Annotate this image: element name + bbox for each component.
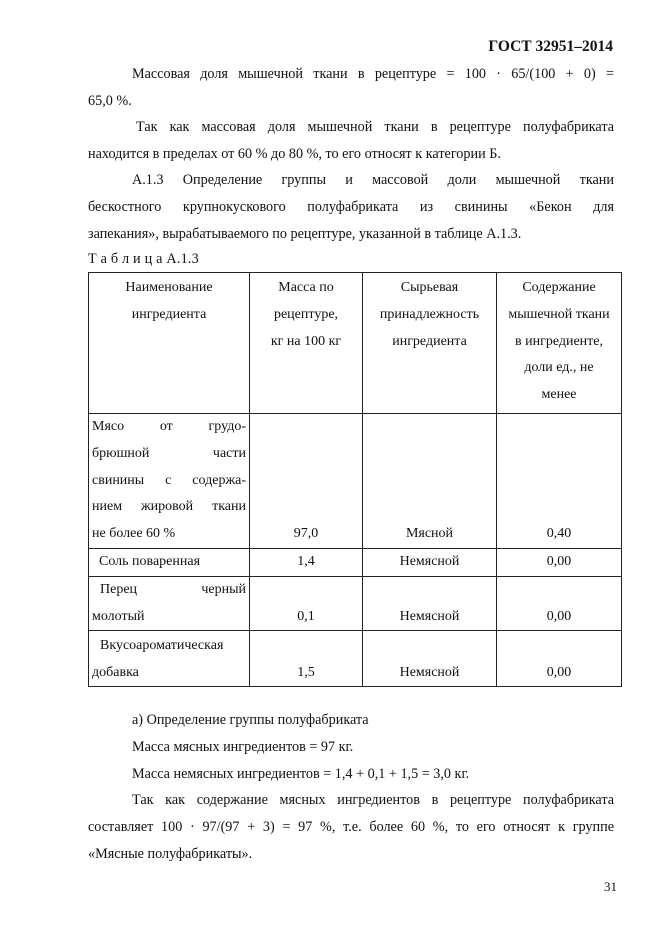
cell-line: нием жировой ткани [92,499,246,515]
paragraph-section-a13 [88,167,614,247]
table-row [89,631,622,687]
text-line: составляет 100 · 97/(97 + 3) = 97 %, т.е. более 60 %, то его относят к группе [88,819,614,836]
section-a-determination [88,707,614,868]
header-line: Содержание [522,280,596,295]
cell-type: Немясной [363,576,497,631]
text-line [88,61,614,88]
cell-line: Мясо от грудо- [92,419,246,434]
header-line: Масса по [278,280,334,295]
cell-line: молотый [92,608,145,624]
meat-mass-line: Масса мясных ингредиентов = 97 кг. [132,738,354,755]
paragraph-category [88,114,614,168]
cell-line: брюшной части [92,445,246,461]
header-mass [250,273,363,414]
text-line: находится в пределах от 60 % до 80 %, то его относят к категории Б. [88,145,501,162]
header-ingredient-name [89,273,250,414]
cell-ingredient-name [89,576,250,631]
text-line: 65,0 %. [88,92,132,109]
cell-line: не более 60 % [92,526,176,542]
header-raw-material-type [363,273,497,414]
header-line: ингредиента [131,306,207,322]
header-line: в ингредиенте, [514,333,604,349]
page-number: 31 [604,879,617,894]
header-line: менее [541,387,577,403]
cell-muscle: 0,00 [497,576,622,631]
cell-ingredient-name [89,631,250,687]
text-line: Так как содержание мясных ингредиентов в рецептуре полуфабриката [132,792,614,809]
text-line: бескостного крупнокускового полуфабриката из свинины «Бекон для [88,198,614,215]
cell-type: Немясной [363,631,497,687]
header-line: рецептуре, [273,306,339,322]
header-line: доли ед., не [524,360,594,376]
cell-line: Перец черный [100,581,246,597]
cell-line: Вкусоароматическая [100,637,224,653]
header-line: кг на 100 кг [270,333,342,349]
ingredients-table [88,272,622,687]
cell-ingredient-name [89,548,250,576]
text-line: Так как массовая доля мышечной ткани в рецептуре полуфабриката [136,119,614,135]
text-line: Массовая доля мышечной ткани в рецептуре = 100 · 65/(100 + 0) = [132,66,614,82]
cell-line: Соль поваренная [99,553,201,569]
cell-ingredient-name [89,414,250,549]
document-code: ГОСТ 32951–2014 [488,38,613,55]
subsection-title: а) Определение группы полуфабриката [132,712,369,728]
header-line: ингредиента [392,333,467,349]
cell-line: свинины с содержа- [92,472,246,488]
header-line: Наименование [125,280,213,295]
nonmeat-mass-line: Масса немясных ингредиентов = 1,4 + 0,1 + 1,5 = 3,0 кг. [132,765,470,782]
cell-muscle: 0,00 [497,631,622,687]
table-row [89,548,622,576]
text-line: А.1.3 Определение группы и массовой доли мышечной ткани [132,172,614,188]
cell-muscle: 0,00 [497,548,622,576]
text-line: «Мясные полуфабрикаты». [88,845,253,862]
cell-type: Немясной [363,548,497,576]
cell-mass: 1,4 [250,548,363,576]
cell-mass: 97,0 [250,414,363,549]
header-muscle-content [497,273,622,414]
header-line: Сырьевая [400,280,459,295]
paragraph-muscle-share [88,61,614,115]
cell-mass: 1,5 [250,631,363,687]
table-row [89,414,622,549]
text-line: запекания», вырабатываемого по рецептуре, указанной в таблице А.1.3. [88,225,522,242]
cell-type: Мясной [363,414,497,549]
table-caption: Т а б л и ц а А.1.3 [88,251,199,267]
cell-muscle: 0,40 [497,414,622,549]
table-row [89,576,622,631]
table-header-row [89,273,622,414]
cell-mass: 0,1 [250,576,363,631]
cell-line: добавка [92,664,139,680]
header-line: мышечной ткани [508,306,610,322]
header-line: принадлежность [379,306,480,322]
